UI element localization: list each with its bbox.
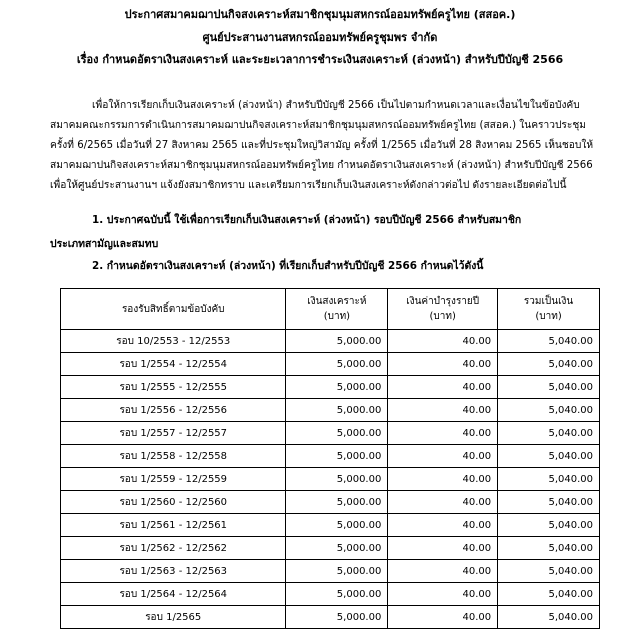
table-row: [61, 560, 600, 583]
table-row: [61, 376, 600, 399]
cell-fee: 40.00: [388, 606, 498, 629]
table-row: [61, 445, 600, 468]
cell-fee: 40.00: [388, 330, 498, 353]
table-row: [61, 330, 600, 353]
cell-relief: 5,000.00: [286, 560, 388, 583]
header-subject: เรื่อง กำหนดอัตราเงินสงเคราะห์ และระยะเวลาการชำระเงินสงเคราะห์ (ล่วงหน้า) สำหรับปีบัญชี 2566: [76, 53, 564, 66]
table-row: [61, 514, 600, 537]
header-total: รวมเป็นเงิน (บาท): [498, 289, 600, 330]
body-line-4: สมาคมฌาปนกิจสงเคราะห์สมาชิกชุมนุมสหกรณ์ออมทรัพย์ครูไทย กำหนดอัตราเงินสงเคราะห์ (ล่วงหน้า) สำหรับปีบัญชี 2566: [50, 160, 593, 171]
body-line-3: ครั้งที่ 6/2565 เมื่อวันที่ 27 สิงหาคม 2565 และที่ประชุมใหญ่วิสามัญ ครั้งที่ 1/2565 เมื่อวันที่ 28 สิงหาคม 2565 เห็นชอบให้: [50, 140, 594, 151]
cell-round: รอบ 1/2561 - 12/2561: [61, 514, 286, 537]
cell-relief: 5,000.00: [286, 330, 388, 353]
cell-round: รอบ 1/2557 - 12/2557: [61, 422, 286, 445]
cell-round: รอบ 1/2554 - 12/2554: [61, 353, 286, 376]
cell-fee: 40.00: [388, 583, 498, 606]
cell-relief: 5,000.00: [286, 376, 388, 399]
cell-relief: 5,000.00: [286, 583, 388, 606]
cell-total: 5,040.00: [498, 606, 600, 629]
cell-round: รอบ 1/2564 - 12/2564: [61, 583, 286, 606]
body-line-1: เพื่อให้การเรียกเก็บเงินสงเคราะห์ (ล่วงหน้า) สำหรับปีบัญชี 2566 เป็นไปตามกำหนดเวลาและเงื่อนไขในข้อบังคับ: [92, 100, 580, 111]
table-row: [61, 583, 600, 606]
cell-total: 5,040.00: [498, 491, 600, 514]
cell-round: รอบ 1/2556 - 12/2556: [61, 399, 286, 422]
cell-fee: 40.00: [388, 399, 498, 422]
header-rights: รองรับสิทธิ์ตามข้อบังคับ: [61, 289, 286, 330]
cell-round: รอบ 1/2563 - 12/2563: [61, 560, 286, 583]
cell-total: 5,040.00: [498, 376, 600, 399]
table-row: [61, 353, 600, 376]
cell-relief: 5,000.00: [286, 422, 388, 445]
cell-fee: 40.00: [388, 468, 498, 491]
cell-relief: 5,000.00: [286, 353, 388, 376]
table-header-row: [61, 289, 600, 330]
cell-fee: 40.00: [388, 560, 498, 583]
item-1-line-2: ประเภทสามัญและสมทบ: [50, 238, 159, 250]
cell-round: รอบ 1/2555 - 12/2555: [61, 376, 286, 399]
table-row: [61, 468, 600, 491]
cell-fee: 40.00: [388, 422, 498, 445]
cell-round: รอบ 1/2565: [61, 606, 286, 629]
rates-table: [60, 288, 600, 629]
cell-total: 5,040.00: [498, 353, 600, 376]
cell-fee: 40.00: [388, 514, 498, 537]
cell-relief: 5,000.00: [286, 468, 388, 491]
cell-total: 5,040.00: [498, 537, 600, 560]
cell-total: 5,040.00: [498, 583, 600, 606]
cell-fee: 40.00: [388, 445, 498, 468]
table-row: [61, 491, 600, 514]
cell-relief: 5,000.00: [286, 445, 388, 468]
cell-total: 5,040.00: [498, 445, 600, 468]
cell-relief: 5,000.00: [286, 491, 388, 514]
cell-relief: 5,000.00: [286, 514, 388, 537]
cell-fee: 40.00: [388, 353, 498, 376]
table-row: [61, 606, 600, 629]
cell-fee: 40.00: [388, 491, 498, 514]
body-line-2: สมาคมคณะกรรมการดำเนินการสมาคมฌาปนกิจสงเคราะห์สมาชิกชุมนุมสหกรณ์ออมทรัพย์ครูไทย (สสอค.) ในคราวประชุม: [50, 120, 586, 131]
table-row: [61, 422, 600, 445]
cell-relief: 5,000.00: [286, 537, 388, 560]
cell-total: 5,040.00: [498, 399, 600, 422]
header-annual-fee: เงินค่าบำรุงรายปี (บาท): [388, 289, 498, 330]
cell-total: 5,040.00: [498, 468, 600, 491]
header-association: ประกาศสมาคมฌาปนกิจสงเคราะห์สมาชิกชุมนุมสหกรณ์ออมทรัพย์ครูไทย (สสอค.): [124, 8, 516, 21]
cell-total: 5,040.00: [498, 330, 600, 353]
cell-fee: 40.00: [388, 537, 498, 560]
cell-round: รอบ 1/2562 - 12/2562: [61, 537, 286, 560]
header-center: ศูนย์ประสานงานสหกรณ์ออมทรัพย์ครูชุมพร จำกัด: [202, 31, 438, 44]
cell-total: 5,040.00: [498, 422, 600, 445]
cell-relief: 5,000.00: [286, 399, 388, 422]
header-relief: เงินสงเคราะห์ (บาท): [286, 289, 388, 330]
item-2: 2. กำหนดอัตราเงินสงเคราะห์ (ล่วงหน้า) ที่เรียกเก็บสำหรับปีบัญชี 2566 กำหนดไว้ดังนี้: [92, 260, 484, 272]
item-1-line-1: 1. ประกาศฉบับนี้ ใช้เพื่อการเรียกเก็บเงินสงเคราะห์ (ล่วงหน้า) รอบปีบัญชี 2566 สำหรับสมาชิก: [92, 214, 522, 226]
table-row: [61, 399, 600, 422]
cell-round: รอบ 1/2559 - 12/2559: [61, 468, 286, 491]
cell-fee: 40.00: [388, 376, 498, 399]
table-row: [61, 537, 600, 560]
cell-relief: 5,000.00: [286, 606, 388, 629]
cell-round: รอบ 1/2560 - 12/2560: [61, 491, 286, 514]
cell-total: 5,040.00: [498, 560, 600, 583]
body-line-5: เพื่อให้ศูนย์ประสานงานฯ แจ้งยังสมาชิกทราบ และเตรียมการเรียกเก็บเงินสงเคราะห์ดังกล่าวต่อไป ดังรายละเอียดต่อไปนี้: [50, 180, 567, 191]
cell-round: รอบ 1/2558 - 12/2558: [61, 445, 286, 468]
cell-total: 5,040.00: [498, 514, 600, 537]
cell-round: รอบ 10/2553 - 12/2553: [61, 330, 286, 353]
